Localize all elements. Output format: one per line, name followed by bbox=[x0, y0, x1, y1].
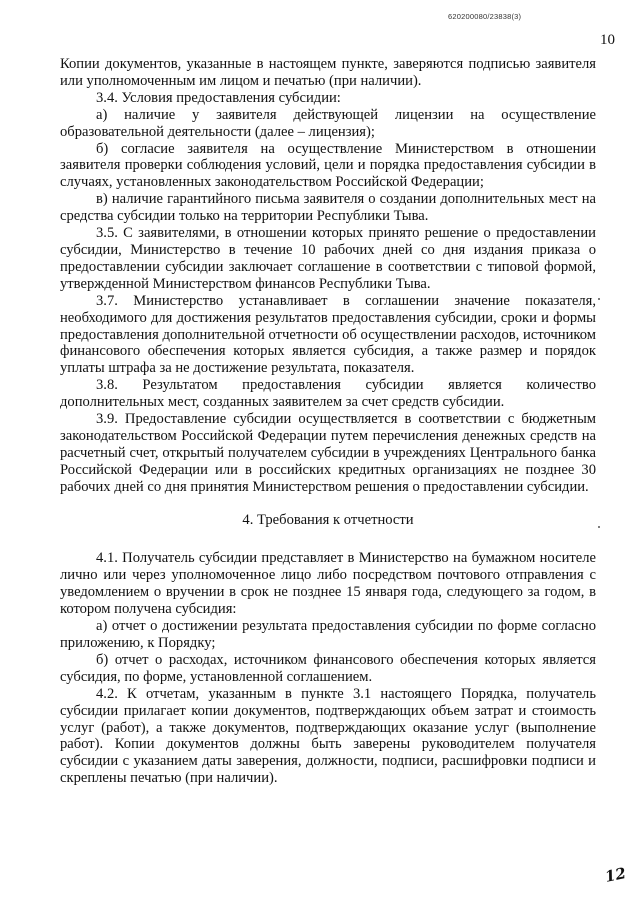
paragraph: б) согласие заявителя на осуществление Министерством в отношении заявителя проверки соблюдения условий, цели и порядка предоставления субсидии в случаях, установленных законодательством Российской Федерации; bbox=[60, 140, 596, 191]
paragraph: в) наличие гарантийного письма заявителя о создании дополнительных мест на средства субсидии только на территории Республики Тыва. bbox=[60, 191, 596, 225]
page-number: 10 bbox=[600, 32, 615, 48]
scan-speck bbox=[598, 526, 600, 528]
document-id: 620200080/23838(3) bbox=[448, 12, 522, 21]
paragraph: б) отчет о расходах, источником финансового обеспечения которых является субсидия, по форме, установленной соглашением. bbox=[60, 651, 596, 685]
paragraph: 4.2. К отчетам, указанным в пункте 3.1 настоящего Порядка, получатель субсидии прилагает копии документов, подтверждающих объем затрат и стоимость услуг (работ), а также документов, подтверждающих оказание услуг (выполнение работ). Копии документов должны быть заверены руководителем получателя субсидии с указанием даты заверения, должности, подписи, расшифровки подписи и скреплены печатью (при наличии). bbox=[60, 685, 596, 787]
section-heading: 4. Требования к отчетности bbox=[242, 511, 414, 528]
paragraph: а) отчет о достижении результата предоставления субсидии по форме согласно приложению, к Порядку; bbox=[60, 618, 596, 651]
paragraph: 4.1. Получатель субсидии представляет в Министерство на бумажном носителе лично или через уполномоченное лицо либо посредством почтового отправления с уведомлением о вручении в срок не позднее 15 января года, следующего за годом, в котором получена субсидия: bbox=[60, 550, 596, 618]
paragraph: а) наличие у заявителя действующей лицензии на осуществление образовательной деятельности (далее – лицензия); bbox=[60, 106, 596, 140]
paragraph: Копии документов, указанные в настоящем пункте, заверяются подписью заявителя или уполномоченным им лицом и печатью (при наличии). bbox=[60, 56, 596, 89]
paragraph: 3.7. Министерство устанавливает в соглашении значение показателя, необходимого для достижения результатов предоставления субсидии, сроки и формы предоставления дополнительной отчетности об осуществлении расходов, источником финансового обеспечения которых является субсидия, а также размер и порядок уплаты штрафа за не достижение результата, показателя. bbox=[60, 292, 596, 377]
handwritten-page-mark: 12 bbox=[603, 864, 628, 886]
paragraph: 3.9. Предоставление субсидии осуществляется в соответствии с бюджетным законодательством Российской Федерации путем перечисления денежных средств на расчетный счет, открытый получателем субсидии в учреждениях Центрального банка Российской Федерации или в российских кредитных организациях не позднее 30 рабочих дней со дня принятия Министерством решения о предоставлении субсидии. bbox=[60, 411, 596, 495]
paragraph: 3.8. Результатом предоставления субсидии является количество дополнительных мест, созданных заявителем за счет средств субсидии. bbox=[60, 377, 596, 411]
scan-speck bbox=[598, 298, 600, 300]
document-body bbox=[60, 56, 596, 787]
paragraph: 3.5. С заявителями, в отношении которых принято решение о предоставлении субсидии, Министерство в течение 10 рабочих дней со дня издания приказа о предоставлении субсидии заключает соглашение в соответствии с типовой формой, утвержденной Министерством финансов Республики Тыва. bbox=[60, 225, 596, 292]
paragraph: 3.4. Условия предоставления субсидии: bbox=[96, 89, 341, 106]
